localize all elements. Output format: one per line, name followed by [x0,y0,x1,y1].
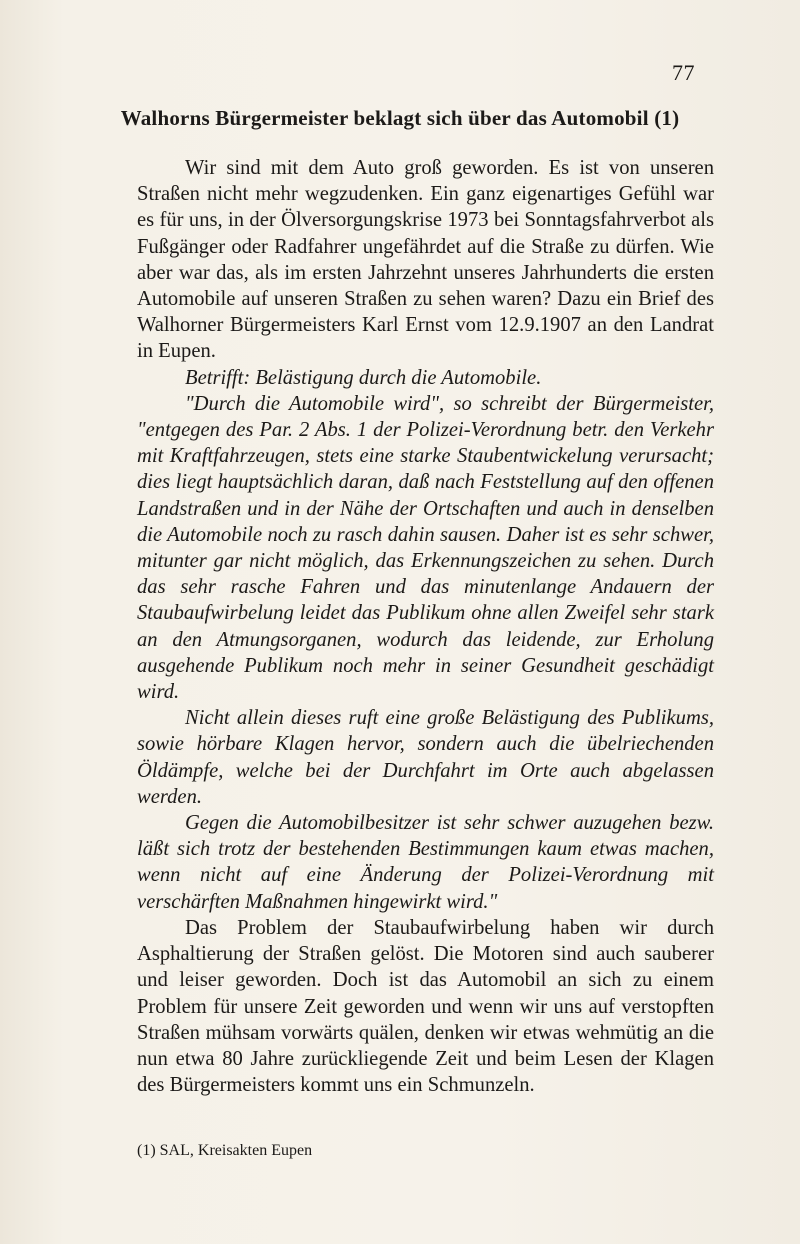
quote-paragraph-1: "Durch die Automobile wird", so schreibt der Bürgermeister, "entgegen des Par. 2 Abs. 1 der Polizei-Verordnung betr. den Verkehr mit Kraftfahrzeugen, stets eine starke Staubentwickelung verursacht; dies liegt hauptsächlich daran, daß nach Feststellung auf den offenen Landstraßen und in der Nähe der Ortschaften und auch in denselben die Automobile noch zu rasch dahin sausen. Daher ist es sehr schwer, mitunter gar nicht möglich, das Erkennungszeichen zu sehen. Durch das sehr rasche Fahren und das minutenlange Andauern der Staubaufwirbelung leidet das Publikum ohne allen Zweifel sehr stark an den Atmungsorganen, wodurch das leidende, zur Erholung ausgehende Publikum noch mehr in seiner Gesundheit geschädigt wird. [137,392,714,704]
article-body [137,155,714,1098]
subject-line: Betrifft: Belästigung durch die Automobile. [185,366,542,389]
page-title: Walhorns Bürgermeister beklagt sich über das Automobil (1) [120,106,680,130]
page-number: 77 [672,60,695,85]
quote-paragraph-2: Nicht allein dieses ruft eine große Belästigung des Publikums, sowie hörbare Klagen hervor, sondern auch die übelriechenden Öldämpfe, welche bei der Durchfahrt im Orte auch abgelassen werden. [137,707,714,808]
intro-paragraph: Wir sind mit dem Auto groß geworden. Es ist von unseren Straßen nicht mehr wegzudenken. Ein ganz eigenartiges Gefühl war es für uns, in der Ölversorgungskrise 1973 bei Sonntagsfahrverbot als Fußgänger oder Radfahrer ungefährdet auf die Straße zu dürfen. Wie aber war das, als im ersten Jahrzehnt unseres Jahrhunderts die ersten Automobile auf unseren Straßen zu sehen waren? Dazu ein Brief des Walhorner Bürgermeisters Karl Ernst vom 12.9.1907 an den Landrat in Eupen. [137,157,714,363]
quote-paragraph-3: Gegen die Automobilbesitzer ist sehr schwer auzugehen bezw. läßt sich trotz der bestehenden Bestimmungen kaum etwas machen, wenn nicht auf eine Änderung der Polizei-Verordnung mit verschärften Maßnahmen hingewirkt wird." [137,812,714,913]
closing-paragraph: Das Problem der Staubaufwirbelung haben wir durch Asphaltierung der Straßen gelöst. Die Motoren sind auch sauberer und leiser geworden. Doch ist das Automobil an sich zu einem Problem für unsere Zeit geworden und wenn wir uns auf verstopften Straßen mühsam vorwärts quälen, denken wir etwas wehmütig an die nun etwa 80 Jahre zurückliegende Zeit und beim Lesen der Klagen des Bürgermeisters kommt uns ein Schmunzeln. [137,916,714,1097]
footnote: (1) SAL, Kreisakten Eupen [137,1142,313,1159]
